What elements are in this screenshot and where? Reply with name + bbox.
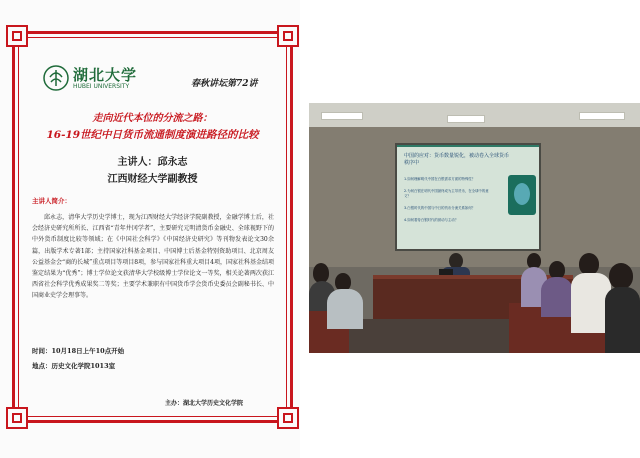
projection-screen [395,143,541,251]
audience-member-head [313,263,329,283]
lecture-place: 地点：历史文化学院1013室 [32,362,116,370]
ceiling-light [579,112,625,120]
lecture-series-label: 春秋讲坛第72讲 [191,79,258,89]
corner-ornament-top-left [6,25,28,47]
speaker-name: 主讲人：邱永志 [117,157,188,168]
slide-top-bar [397,145,539,147]
corner-ornament-bottom-right [277,407,299,429]
speaker-intro-text: 邱永志，清华大学历史学博士，现为江西财经大学经济学院副教授，金融学博士后，社会经济史研究所所长、江西省“青年井冈学者”，主要研究元明清货币金融史、全球视野下的中外货币制度比较等领域；在《中国社会科学》《中国经济史研究》等刊物发表论文30余篇，出版学术专著1部；主持国家社科基金项目、中国博士后基金特别资助项目、北京周友公益基金会“商的长城”重点项目等项目8项，参与国家社科重大项目4项，国家社科基金结项鉴定结果为“优秀”；博士学位论文获清华大学校级博士学位论文一等奖，相关论著两次获江西省社会科学优秀成果奖二等奖；主要学术兼职有中国货币学会货币史委员会副秘书长、中国商业史学会理事等。 [32,214,274,300]
speaker-affiliation: 江西财经大学副教授 [107,174,198,185]
speaker-intro-heading: 主讲人简介： [32,197,71,205]
slide-title: 中国的应对：货币数量锐化，被动卷入全球货币秩序中 [404,153,510,166]
lecture-title-line-1: 走向近代本位的分流之路： [92,113,213,124]
lecture-poster [0,0,300,458]
slide-question: 2.为何白银在明代中国最终成为主导货币，在全球中的意义？ [404,189,489,198]
lecture-time: 时间：10月18日上午10点开始 [32,347,125,355]
hubei-university-logo-icon [43,65,69,91]
slide-coin-image [508,175,536,215]
lecture-title-line-2: 16-19世纪中日货币流通制度演进路径的比较 [46,129,259,141]
slide-question: 3.白银时代的中国与中日的货币分流关系如何？ [404,206,476,210]
lecture-photo [309,103,640,353]
slide-question: 4.如何看待白银时代的被动与主动？ [404,218,459,222]
slide-question: 1.如何理解明代中国在白银需求方面的特殊性？ [404,177,476,181]
audience-member-head [609,263,633,289]
ceiling-light [321,112,363,120]
corner-ornament-bottom-left [6,407,28,429]
audience-member [327,289,363,329]
ceiling-light [447,115,485,123]
corner-ornament-top-right [277,25,299,47]
audience-member [541,277,573,317]
lecture-host: 主办：湖北大学历史文化学院 [165,400,244,407]
university-english-name: HUBEI UNIVERSITY [73,83,130,90]
audience-member [605,287,640,353]
university-name: 湖北大学 [73,66,138,84]
audience-member-head [579,253,599,275]
